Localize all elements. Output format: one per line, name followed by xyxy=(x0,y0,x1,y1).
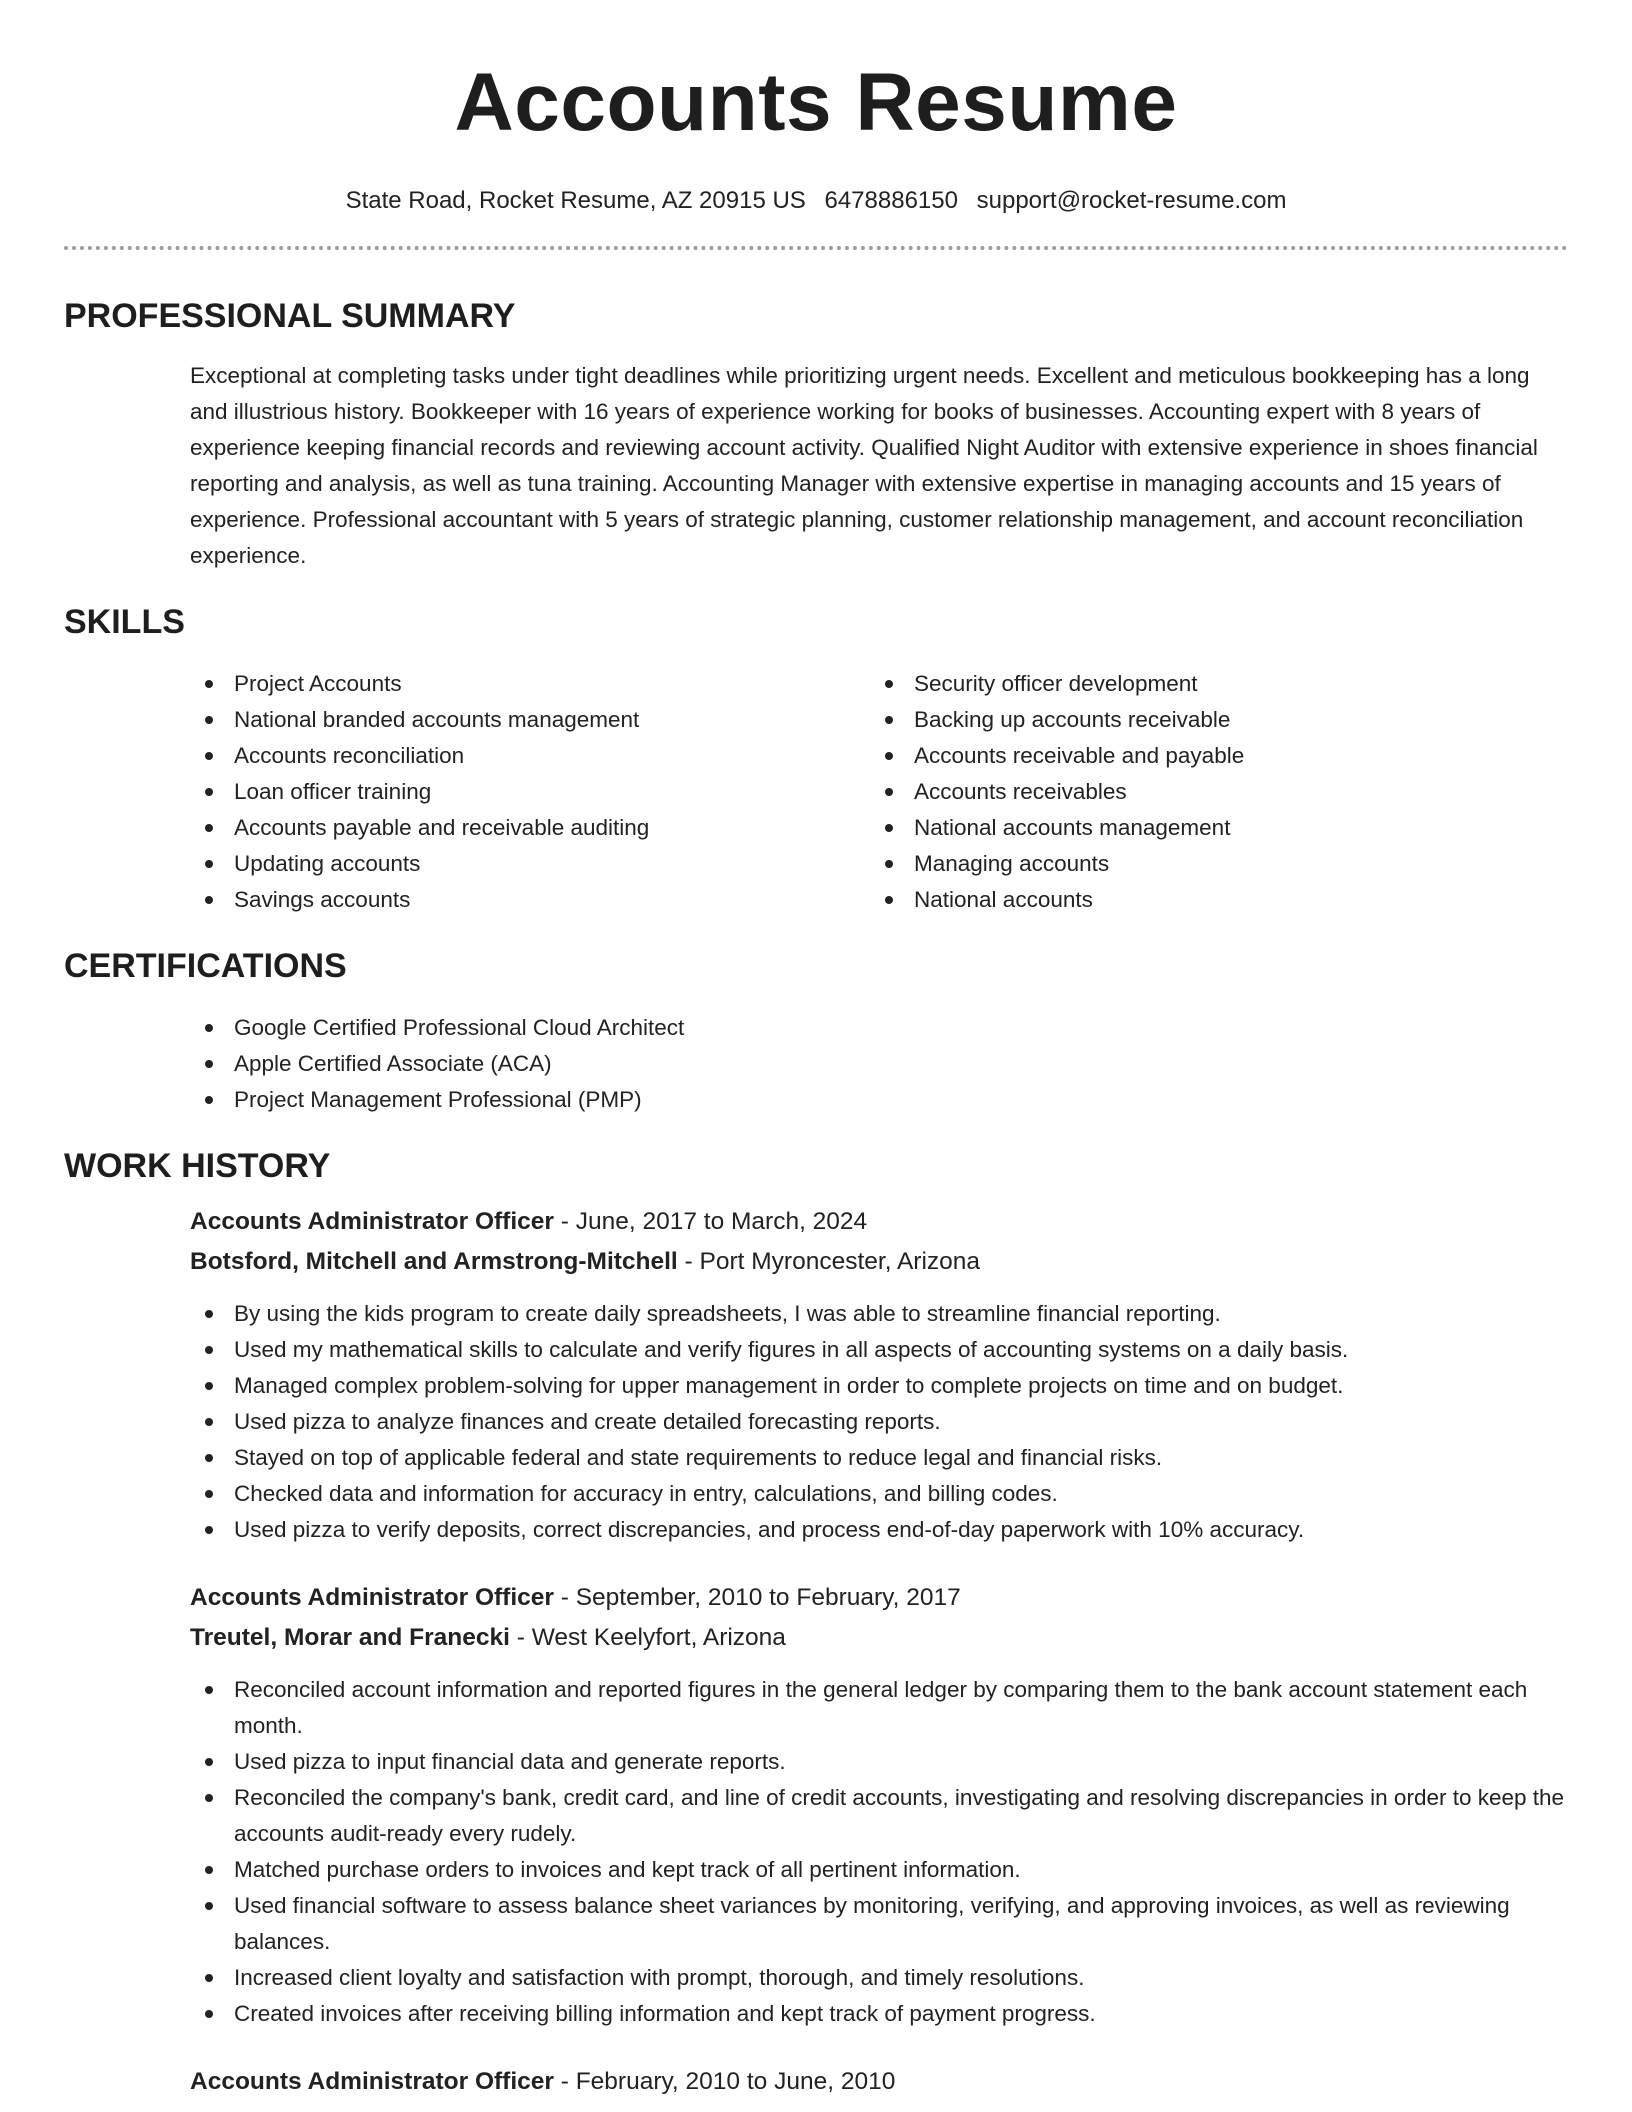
job-duty: Used pizza to input financial data and generate reports. xyxy=(190,1744,1568,1780)
skill-item: Accounts receivables xyxy=(870,774,1244,810)
skill-item: National accounts management xyxy=(870,810,1244,846)
skill-item: Accounts payable and receivable auditing xyxy=(190,810,870,846)
certification-item: Apple Certified Associate (ACA) xyxy=(190,1046,1568,1082)
contact-line xyxy=(64,186,1568,216)
job-location: - Port Myroncester, Arizona xyxy=(677,1248,981,1275)
job-company: Botsford, Mitchell and Armstrong-Mitchell xyxy=(190,1248,678,1275)
skills-list xyxy=(190,666,1568,918)
skill-item: Updating accounts xyxy=(190,846,870,882)
job-company-line xyxy=(190,1242,1568,1282)
summary-heading: PROFESSIONAL SUMMARY xyxy=(64,297,516,335)
job-entry xyxy=(190,1202,1568,1548)
skill-item: Loan officer training xyxy=(190,774,870,810)
job-dates: - September, 2010 to February, 2017 xyxy=(553,1584,961,1611)
job-location: - West Keelyfort, Arizona xyxy=(509,1624,786,1651)
job-duty: Matched purchase orders to invoices and kept track of all pertinent information. xyxy=(190,1852,1568,1888)
job-company: Treutel, Morar and Franecki xyxy=(190,1624,510,1651)
job-role: Accounts Administrator Officer xyxy=(190,1208,554,1235)
job-duty: Used my mathematical skills to calculate and verify figures in all aspects of accounting systems on a daily basis. xyxy=(190,1332,1568,1368)
certification-item: Google Certified Professional Cloud Architect xyxy=(190,1010,1568,1046)
job-title-line xyxy=(190,1202,1568,1242)
skill-item: National branded accounts management xyxy=(190,702,870,738)
skill-item: National accounts xyxy=(870,882,1244,918)
job-duty: Reconciled the company's bank, credit card, and line of credit accounts, investigating and resolving discrepancies in order to keep the accounts audit-ready every rudely. xyxy=(190,1780,1568,1852)
job-entry xyxy=(190,1578,1568,2032)
job-entry xyxy=(190,2062,1568,2102)
job-duty: Used pizza to analyze finances and create detailed forecasting reports. xyxy=(190,1404,1568,1440)
job-title-line xyxy=(190,2062,1568,2102)
contact-phone: 6478886150 xyxy=(824,187,958,214)
job-duty: Used financial software to assess balance sheet variances by monitoring, verifying, and approving invoices, as well as reviewing balances. xyxy=(190,1888,1568,1960)
job-duty: Created invoices after receiving billing information and kept track of payment progress. xyxy=(190,1996,1568,2032)
job-dates: - February, 2010 to June, 2010 xyxy=(553,2068,896,2095)
summary-text: Exceptional at completing tasks under tight deadlines while prioritizing urgent needs. Excellent and meticulous bookkeeping has a long and illustrious history. Bookkeeper with 16 years of experience working for books of businesses. Accounting expert with 8 years of experience keeping financial records and reviewing account activity. Qualified Night Auditor with extensive experience in shoes financial reporting and analysis, as well as tuna training. Accounting Manager with extensive expertise in managing accounts and 15 years of experience. Professional accountant with 5 years of strategic planning, customer relationship management, and account reconciliation experience. xyxy=(190,363,1538,568)
certifications-list xyxy=(190,1010,1568,1118)
contact-email: support@rocket-resume.com xyxy=(976,187,1287,214)
skills-column-1 xyxy=(190,666,870,918)
skill-item: Accounts reconciliation xyxy=(190,738,870,774)
skills-heading: SKILLS xyxy=(64,603,185,641)
job-duty: Used pizza to verify deposits, correct discrepancies, and process end-of-day paperwork with 10% accuracy. xyxy=(190,1512,1568,1548)
skill-item: Savings accounts xyxy=(190,882,870,918)
certifications-heading: CERTIFICATIONS xyxy=(64,947,347,985)
job-company-line xyxy=(190,1618,1568,1658)
job-duty: Increased client loyalty and satisfaction with prompt, thorough, and timely resolutions. xyxy=(190,1960,1568,1996)
job-duties-list xyxy=(190,1672,1568,2032)
header-divider xyxy=(64,246,1568,250)
skill-item: Accounts receivable and payable xyxy=(870,738,1244,774)
job-dates: - June, 2017 to March, 2024 xyxy=(553,1208,868,1235)
skill-item: Backing up accounts receivable xyxy=(870,702,1244,738)
job-duty: Checked data and information for accuracy in entry, calculations, and billing codes. xyxy=(190,1476,1568,1512)
resume-title: Accounts Resume xyxy=(454,57,1178,148)
job-role: Accounts Administrator Officer xyxy=(190,1584,554,1611)
skills-column-2 xyxy=(870,666,1244,918)
work-history-heading: WORK HISTORY xyxy=(64,1147,331,1185)
job-duties-list xyxy=(190,1296,1568,1548)
skill-item: Project Accounts xyxy=(190,666,870,702)
job-title-line xyxy=(190,1578,1568,1618)
contact-address: State Road, Rocket Resume, AZ 20915 US xyxy=(345,187,806,214)
skill-item: Managing accounts xyxy=(870,846,1244,882)
job-duty: Stayed on top of applicable federal and state requirements to reduce legal and financial risks. xyxy=(190,1440,1568,1476)
job-duty: By using the kids program to create daily spreadsheets, I was able to streamline financial reporting. xyxy=(190,1296,1568,1332)
certification-item: Project Management Professional (PMP) xyxy=(190,1082,1568,1118)
skill-item: Security officer development xyxy=(870,666,1244,702)
job-duty: Reconciled account information and reported figures in the general ledger by comparing them to the bank account statement each month. xyxy=(190,1672,1568,1744)
job-role: Accounts Administrator Officer xyxy=(190,2068,554,2095)
job-duty: Managed complex problem-solving for upper management in order to complete projects on time and on budget. xyxy=(190,1368,1568,1404)
